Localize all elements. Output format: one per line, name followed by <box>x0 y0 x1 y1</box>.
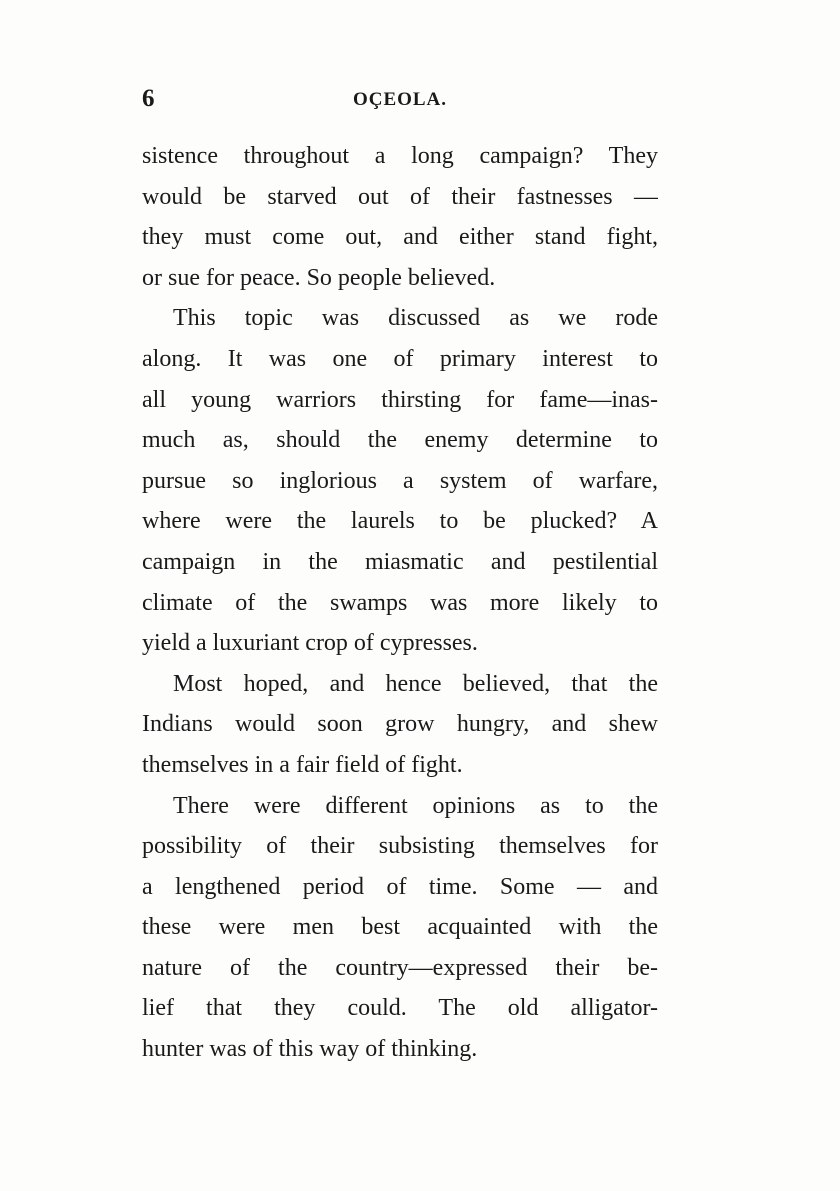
text-line: possibility of their subsisting themselves for <box>142 833 658 860</box>
text-line: hunter was of this way of thinking. <box>142 1036 478 1063</box>
body-text <box>142 136 658 1070</box>
text-line: would be starved out of their fastnesses — <box>142 183 658 210</box>
page-number: 6 <box>142 85 155 112</box>
text-line: much as, should the enemy determine to <box>142 427 658 454</box>
text-line: themselves in a fair field of fight. <box>142 751 463 778</box>
text-line: all young warriors thirsting for fame—inas- <box>142 386 658 413</box>
text-line: climate of the swamps was more likely to <box>142 589 658 616</box>
text-line: nature of the country—expressed their be- <box>142 954 658 981</box>
text-line: This topic was discussed as we rode <box>173 305 658 332</box>
text-line: these were men best acquainted with the <box>142 914 658 941</box>
text-line: or sue for peace. So people believed. <box>142 264 496 291</box>
text-line: There were different opinions as to the <box>173 792 658 819</box>
text-line: Indians would soon grow hungry, and shew <box>142 711 658 738</box>
text-line: they must come out, and either stand fight, <box>142 224 658 251</box>
text-line: along. It was one of primary interest to <box>142 345 658 372</box>
text-line: pursue so inglorious a system of warfare, <box>142 467 658 494</box>
text-line: yield a luxuriant crop of cypresses. <box>142 630 478 657</box>
running-title: OÇEOLA. <box>352 89 448 110</box>
running-head <box>142 84 658 114</box>
text-line: where were the laurels to be plucked? A <box>142 508 658 535</box>
text-line: a lengthened period of time. Some — and <box>142 873 658 900</box>
text-line: sistence throughout a long campaign? They <box>142 143 658 169</box>
text-line: campaign in the miasmatic and pestilential <box>142 548 658 575</box>
text-line: lief that they could. The old alligator- <box>142 995 658 1022</box>
text-line: Most hoped, and hence believed, that the <box>173 670 658 697</box>
